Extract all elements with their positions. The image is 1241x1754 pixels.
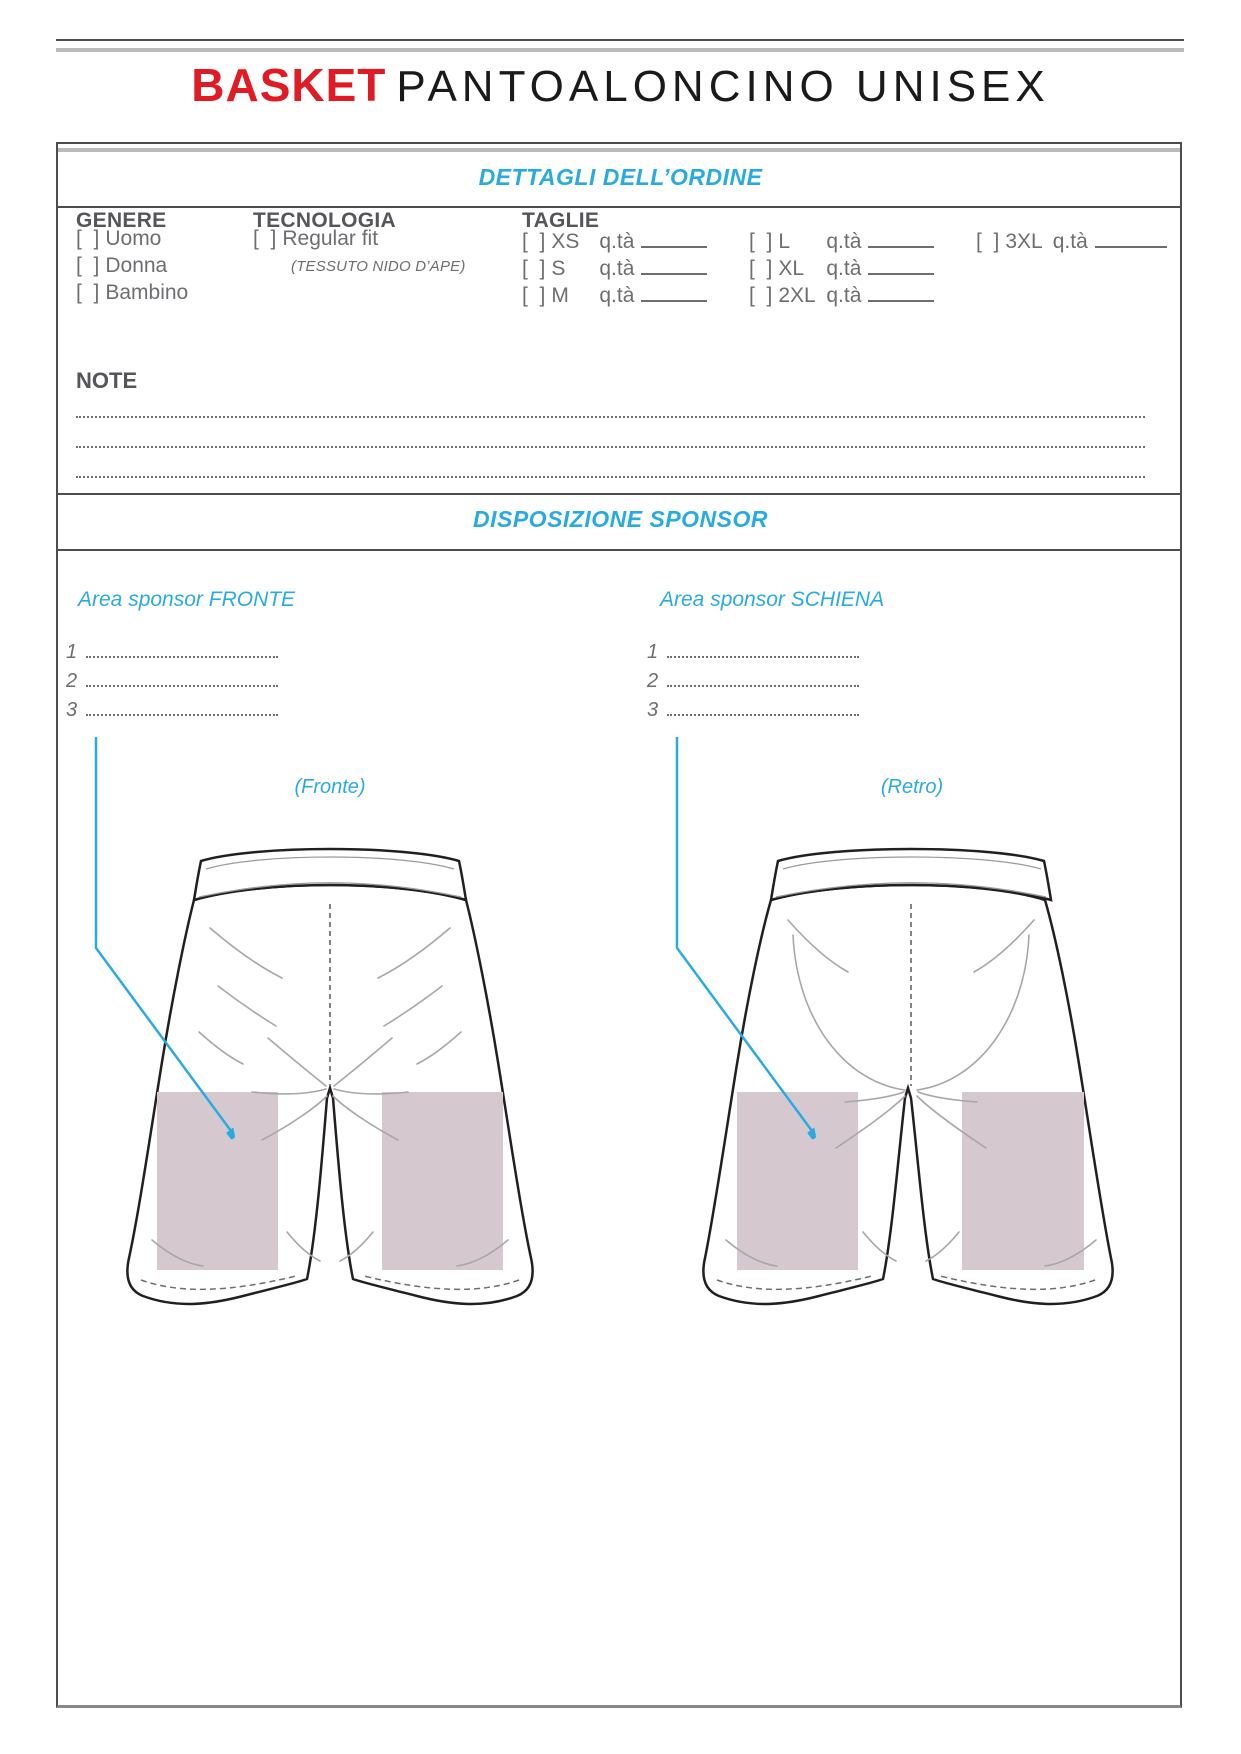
- line-number: 2: [647, 670, 659, 692]
- size-label: XL: [778, 257, 805, 280]
- tecnologia-option-label: Regular fit: [282, 227, 379, 250]
- size-row-l: [749, 227, 934, 254]
- checkbox-size-s[interactable]: [ ]: [522, 257, 546, 280]
- note-line-2[interactable]: [76, 444, 1145, 448]
- genere-option-label: Donna: [105, 254, 168, 277]
- order-details-header: DETTAGLI DELL’ORDINE: [478, 164, 763, 190]
- sponsor-back-field-3[interactable]: [667, 698, 859, 716]
- sponsor-front-line-3: [66, 698, 278, 722]
- size-row-3xl: [976, 227, 1167, 254]
- checkbox-size-xl[interactable]: [ ]: [749, 257, 773, 280]
- size-label: XS: [551, 230, 580, 253]
- back-caption: (Retro): [880, 776, 944, 798]
- qty-field-xl[interactable]: [868, 254, 934, 275]
- sponsor-front-line-1: [66, 640, 278, 664]
- sponsor-front-title: Area sponsor FRONTE: [78, 588, 296, 611]
- size-label: M: [551, 284, 569, 307]
- qty-field-xs[interactable]: [641, 227, 707, 248]
- qty-label: q.tà: [1052, 230, 1088, 253]
- checkbox-size-l[interactable]: [ ]: [749, 230, 773, 253]
- sponsor-back-line-2: [647, 669, 859, 693]
- size-row-m: [522, 281, 707, 308]
- qty-field-s[interactable]: [641, 254, 707, 275]
- top-rule-light: [56, 48, 1184, 52]
- sponsor-back-title: Area sponsor SCHIENA: [660, 588, 885, 611]
- top-rule-dark: [56, 39, 1184, 41]
- sponsor-area-front-right: [382, 1092, 503, 1270]
- checkbox-bambino[interactable]: [ ]: [76, 281, 100, 304]
- genere-option-bambino: [76, 281, 188, 305]
- fabric-note: (TESSUTO NIDO D’APE): [291, 258, 466, 275]
- line-number: 3: [66, 699, 78, 721]
- qty-field-l[interactable]: [868, 227, 934, 248]
- qty-field-2xl[interactable]: [868, 281, 934, 302]
- sponsor-front-field-1[interactable]: [86, 640, 278, 658]
- front-caption: (Fronte): [294, 776, 366, 798]
- genere-label: GENERE: [76, 209, 167, 232]
- qty-label: q.tà: [599, 284, 635, 307]
- checkbox-size-m[interactable]: [ ]: [522, 284, 546, 307]
- page-title: [0, 58, 1241, 112]
- sponsor-back-field-2[interactable]: [667, 669, 859, 687]
- sponsor-back-line-1: [647, 640, 859, 664]
- sponsor-back-line-3: [647, 698, 859, 722]
- genere-option-label: Bambino: [105, 281, 189, 304]
- size-label: 2XL: [778, 284, 816, 307]
- sponsor-back-field-1[interactable]: [667, 640, 859, 658]
- header-gray-band: [58, 148, 1180, 152]
- size-label: 3XL: [1005, 230, 1043, 253]
- line-number: 3: [647, 699, 659, 721]
- divider-sponsor-bottom: [58, 549, 1180, 551]
- note-line-1[interactable]: [76, 414, 1145, 418]
- line-number: 1: [66, 641, 78, 663]
- front-shorts-drawing: [110, 840, 550, 1310]
- genere-option-uomo: [76, 227, 161, 251]
- tecnologia-label: TECNOLOGIA: [253, 209, 396, 232]
- sponsor-area-back-left: [737, 1092, 858, 1270]
- qty-field-3xl[interactable]: [1095, 227, 1167, 248]
- tecnologia-option-regular-fit: [253, 227, 378, 251]
- size-label: L: [778, 230, 791, 253]
- checkbox-size-3xl[interactable]: [ ]: [976, 230, 1000, 253]
- size-label: S: [551, 257, 566, 280]
- sponsor-header: DISPOSIZIONE SPONSOR: [473, 506, 768, 532]
- genere-option-donna: [76, 254, 167, 278]
- qty-field-m[interactable]: [641, 281, 707, 302]
- product-name: PANTOALONCINO UNISEX: [396, 62, 1050, 111]
- sponsor-area-back-right: [962, 1092, 1084, 1270]
- note-line-3[interactable]: [76, 474, 1145, 478]
- qty-label: q.tà: [599, 257, 635, 280]
- checkbox-regular-fit[interactable]: [ ]: [253, 227, 277, 250]
- sponsor-front-field-2[interactable]: [86, 669, 278, 687]
- size-row-s: [522, 254, 707, 281]
- checkbox-uomo[interactable]: [ ]: [76, 227, 100, 250]
- qty-label: q.tà: [826, 284, 862, 307]
- checkbox-size-2xl[interactable]: [ ]: [749, 284, 773, 307]
- sponsor-front-field-3[interactable]: [86, 698, 278, 716]
- genere-option-label: Uomo: [105, 227, 162, 250]
- divider-under-order-header: [58, 206, 1180, 208]
- taglie-label: TAGLIE: [522, 209, 600, 232]
- divider-sponsor-top: [58, 493, 1180, 495]
- sponsor-front-line-2: [66, 669, 278, 693]
- sponsor-area-front-left: [157, 1092, 278, 1270]
- note-label: NOTE: [76, 368, 138, 393]
- brand-name: BASKET: [191, 59, 387, 111]
- qty-label: q.tà: [826, 230, 862, 253]
- line-number: 1: [647, 641, 659, 663]
- size-row-xl: [749, 254, 934, 281]
- size-row-xs: [522, 227, 707, 254]
- size-row-2xl: [749, 281, 934, 308]
- line-number: 2: [66, 670, 78, 692]
- back-shorts-drawing: [688, 840, 1133, 1310]
- checkbox-donna[interactable]: [ ]: [76, 254, 100, 277]
- qty-label: q.tà: [599, 230, 635, 253]
- qty-label: q.tà: [826, 257, 862, 280]
- checkbox-size-xs[interactable]: [ ]: [522, 230, 546, 253]
